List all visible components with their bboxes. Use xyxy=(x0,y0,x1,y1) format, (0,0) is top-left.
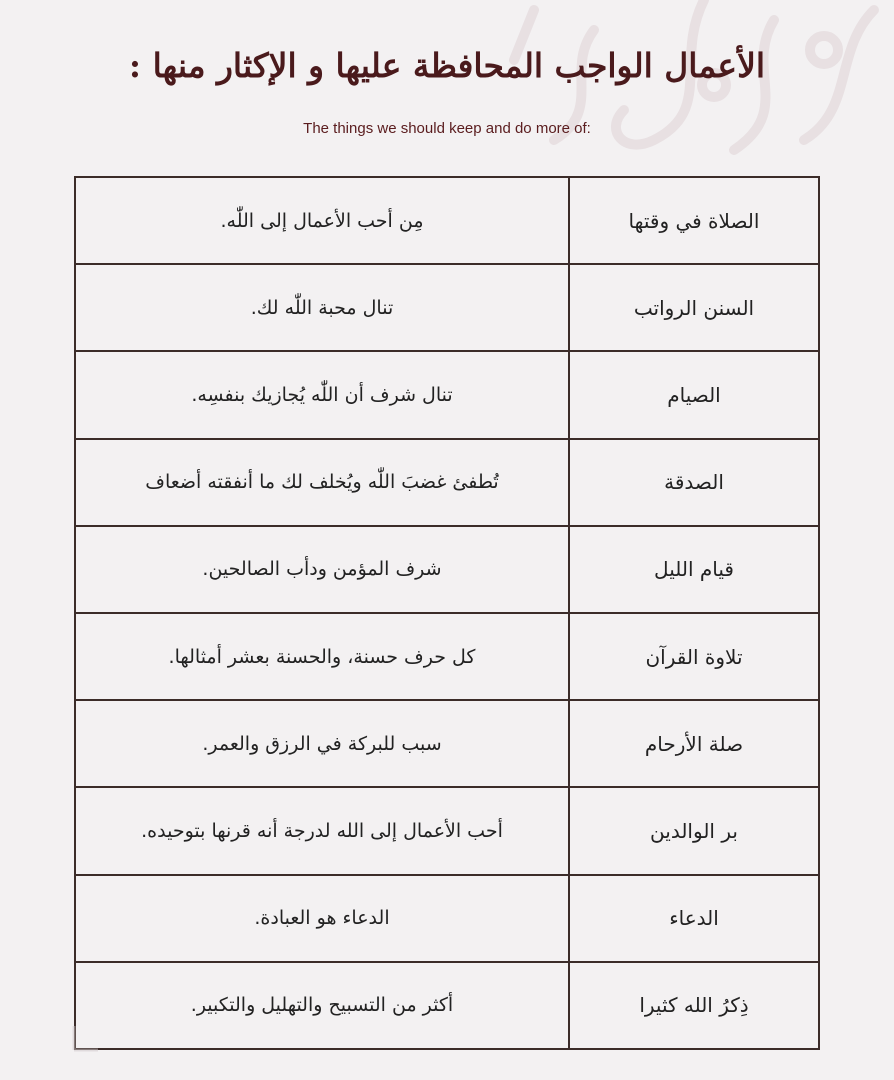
page-subtitle: The things we should keep and do more of: xyxy=(303,120,591,137)
table-row xyxy=(75,264,819,351)
benefit-cell: تنال شرف أن اللّٰه يُجازيك بنفسِه. xyxy=(75,351,569,438)
table-row xyxy=(75,177,819,264)
benefit-cell: أكثر من التسبيح والتهليل والتكبير. xyxy=(75,962,569,1049)
deed-cell: صلة الأرحام xyxy=(569,700,819,787)
benefit-cell: تُطفئ غضبَ اللّٰه ويُخلف لك ما أنفقته أضعاف xyxy=(75,439,569,526)
deed-cell: ذِكرُ الله كثيرا xyxy=(569,962,819,1049)
table-row xyxy=(75,613,819,700)
calligraphy-watermark xyxy=(474,0,894,180)
deed-cell: الصلاة في وقتها xyxy=(569,177,819,264)
benefit-cell: تنال محبة اللّٰه لك. xyxy=(75,264,569,351)
table-row xyxy=(75,875,819,962)
deed-cell: بر الوالدين xyxy=(569,787,819,874)
deeds-table xyxy=(74,176,820,1050)
table-row xyxy=(75,351,819,438)
table-row xyxy=(75,439,819,526)
table-row xyxy=(75,700,819,787)
table-row xyxy=(75,526,819,613)
deed-cell: الصدقة xyxy=(569,439,819,526)
table-row xyxy=(75,787,819,874)
deed-cell: تلاوة القرآن xyxy=(569,613,819,700)
benefit-cell: مِن أحب الأعمال إلى اللّٰه. xyxy=(75,177,569,264)
benefit-cell: أحب الأعمال إلى الله لدرجة أنه قرنها بتوحيده. xyxy=(75,787,569,874)
benefit-cell: كل حرف حسنة، والحسنة بعشر أمثالها. xyxy=(75,613,569,700)
decorative-corner-icon xyxy=(70,1020,104,1054)
deed-cell: السنن الرواتب xyxy=(569,264,819,351)
benefit-cell: الدعاء هو العبادة. xyxy=(75,875,569,962)
deed-cell: قيام الليل xyxy=(569,526,819,613)
benefit-cell: شرف المؤمن ودأب الصالحين. xyxy=(75,526,569,613)
table-row xyxy=(75,962,819,1049)
page-title: الأعمال الواجب المحافظة عليها و الإكثار منها : xyxy=(128,46,766,85)
benefit-cell: سبب للبركة في الرزق والعمر. xyxy=(75,700,569,787)
deed-cell: الدعاء xyxy=(569,875,819,962)
deed-cell: الصيام xyxy=(569,351,819,438)
